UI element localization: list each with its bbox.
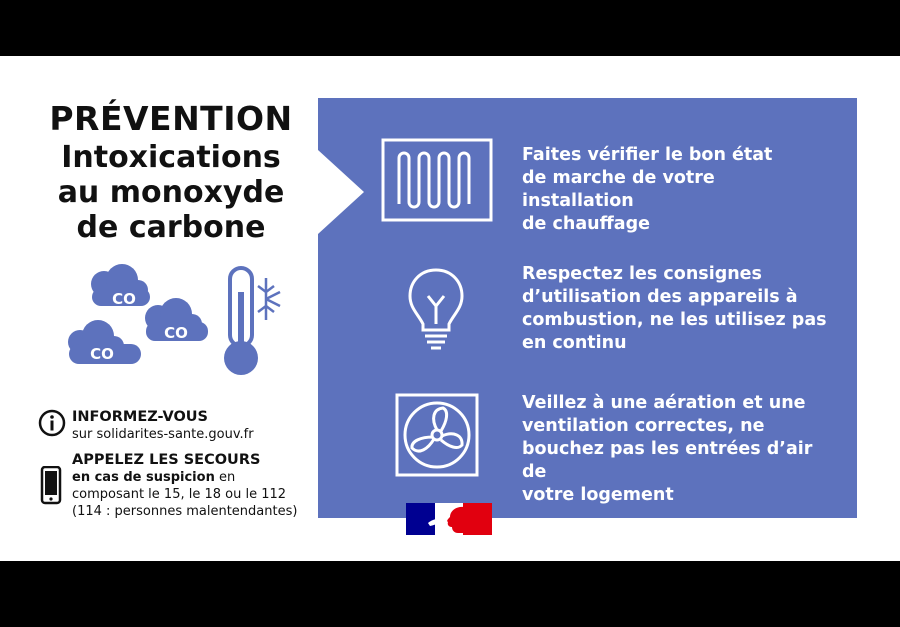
- lightbulb-icon: [406, 266, 466, 356]
- secours-heading: APPELEZ LES SECOURS: [72, 452, 261, 468]
- thermometer-icon: [224, 268, 258, 375]
- cloud-label-1: CO: [112, 290, 136, 308]
- title-line-3: de carbone: [76, 210, 266, 245]
- secours-text-2: composant le 15, le 18 ou le 112: [72, 487, 287, 502]
- informez-heading: INFORMEZ-VOUS: [72, 409, 208, 425]
- secours-bold: en cas de suspicion: [72, 470, 215, 485]
- tip-ventilation-line: Veillez à une aération et une: [522, 393, 806, 413]
- cloud-label-2: CO: [164, 324, 188, 342]
- radiator-icon: [381, 138, 493, 222]
- cloud-label-3: CO: [90, 345, 114, 363]
- tip-combustion-line: Respectez les consignes: [522, 264, 762, 284]
- title-line-2: au monoxyde: [57, 175, 285, 210]
- page-title: [30, 99, 312, 244]
- tip-heating-line: de chauffage: [522, 214, 650, 234]
- secours-text-1: en: [214, 470, 236, 485]
- phone-icon: [38, 466, 64, 506]
- panel-notch: [318, 150, 364, 234]
- tip-heating-line: de marche de votre installation: [522, 168, 715, 211]
- informez-link[interactable]: sur solidarites-sante.gouv.fr: [72, 427, 254, 442]
- title-prevention: PRÉVENTION: [49, 99, 293, 138]
- title-line-1: Intoxications: [61, 140, 281, 175]
- tip-heating-line: Faites vérifier le bon état: [522, 145, 773, 165]
- tip-combustion: [522, 263, 832, 355]
- tip-heating: [522, 144, 832, 236]
- tip-ventilation-line: votre logement: [522, 485, 674, 505]
- co-illustration: [66, 262, 296, 382]
- infographic: [0, 56, 900, 561]
- secours-text-3: (114 : personnes malentendantes): [72, 504, 298, 519]
- info-icon: [38, 409, 66, 437]
- secours-section: [38, 452, 297, 520]
- marianne-logo: [406, 503, 492, 535]
- tip-combustion-line: combustion, ne les utilisez pas: [522, 310, 827, 330]
- tip-combustion-line: en continu: [522, 333, 627, 353]
- tip-ventilation-line: bouchez pas les entrées d’air de: [522, 439, 813, 482]
- informez-section: [38, 409, 254, 443]
- snowflake-icon: [258, 278, 280, 320]
- tip-ventilation: [522, 392, 832, 507]
- tip-combustion-line: d’utilisation des appareils à: [522, 287, 798, 307]
- tip-ventilation-line: ventilation correctes, ne: [522, 416, 765, 436]
- ventilation-fan-icon: [395, 393, 479, 477]
